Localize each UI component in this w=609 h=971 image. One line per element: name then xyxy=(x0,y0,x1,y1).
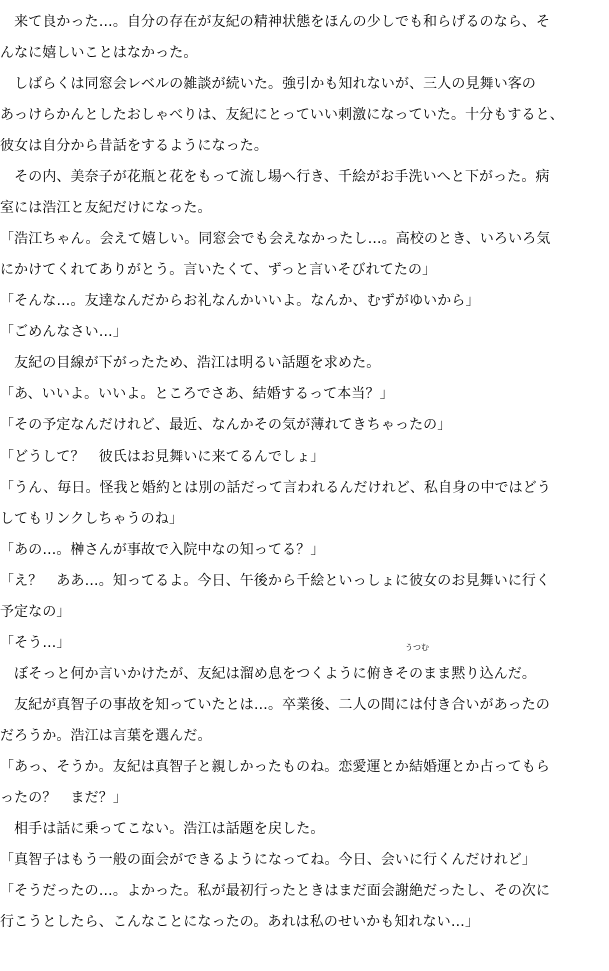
text-line: ったの？ まだ？」 xyxy=(0,789,127,806)
text-line: 予定なの」 xyxy=(0,603,71,620)
text-line: にかけてくれてありがとう。言いたくて、ずっと言いそびれてたの」 xyxy=(0,262,437,279)
text-line: 「真智子はもう一般の面会ができるようになってね。今日、会いに行くんだけれど」 xyxy=(0,851,537,868)
text-line: 「え？ ああ…。知ってるよ。今日、午後から千絵といっしょに彼女のお見舞いに行く xyxy=(0,572,551,589)
text-line: その内、美奈子が花瓶と花をもって流し場へ行き、千絵がお手洗いへと下がった。病 xyxy=(0,169,550,186)
text-line: 室には浩江と友紀だけになった。 xyxy=(0,200,212,217)
text-line: 彼女は自分から昔話をするようになった。 xyxy=(0,138,269,155)
text-line: んなに嬉しいことはなかった。 xyxy=(0,45,198,61)
text-line: あっけらかんとしたおしゃべりは、友紀にとっていい刺激になっていた。十分もすると、 xyxy=(0,107,564,124)
text-line: 「そうだったの…。よかった。私が最初行ったときはまだ面会謝絶だったし、その次に xyxy=(0,882,551,899)
text-line: 相手は話に乗ってこない。浩江は話題を戻した。 xyxy=(0,820,325,837)
text-line: 「その予定なんだけれど、最近、なんかその気が薄れてきちゃったの」 xyxy=(0,417,452,434)
text-line: してもリンクしちゃうのね」 xyxy=(0,510,184,527)
text-line: 「浩江ちゃん。会えて嬉しい。同窓会でも会えなかったし…。高校のとき、いろいろ気 xyxy=(0,231,551,248)
ruby-reading: うつむ xyxy=(405,642,429,652)
text-line: 「ごめんなさい…」 xyxy=(0,324,127,341)
text-line: ぼそっと何か言いかけたが、友紀は溜め息をつくように俯きそのまま黙り込んだ。 xyxy=(0,665,537,682)
text-line: 行こうとしたら、こんなことになったの。あれは私のせいかも知れない…」 xyxy=(0,914,480,930)
text-line: しばらくは同窓会レベルの雑談が続いた。強引かも知れないが、三人の見舞い客の xyxy=(0,76,537,93)
text-line: 来て良かった…。自分の存在が友紀の精神状態をほんの少しでも和らげるのなら、そ xyxy=(0,14,551,30)
text-line: 「そんな…。友達なんだからお礼なんかいいよ。なんか、むずがゆいから」 xyxy=(0,293,480,310)
text-line: 「そう…」 xyxy=(0,634,71,651)
text-line: 「どうして？ 彼氏はお見舞いに来てるんでしょ」 xyxy=(0,448,325,465)
text-line: 友紀が真智子の事故を知っていたとは…。卒業後、二人の間には付き合いがあったの xyxy=(0,696,551,713)
text-line: 友紀の目線が下がったため、浩江は明るい話題を求めた。 xyxy=(0,355,381,372)
text-line: 「あの…。榊さんが事故で入院中なの知ってる？」 xyxy=(0,541,325,558)
text-line: 「うん、毎日。怪我と婚約とは別の話だって言われるんだけれど、私自身の中ではどう xyxy=(0,479,551,496)
text-line: 「あ、いいよ。いいよ。ところでさあ、結婚するって本当？」 xyxy=(0,386,394,403)
text-line: だろうか。浩江は言葉を選んだ。 xyxy=(0,727,212,744)
text-line: 「あっ、そうか。友紀は真智子と親しかったものね。恋愛運とか結婚運とか占ってもら xyxy=(0,758,551,775)
